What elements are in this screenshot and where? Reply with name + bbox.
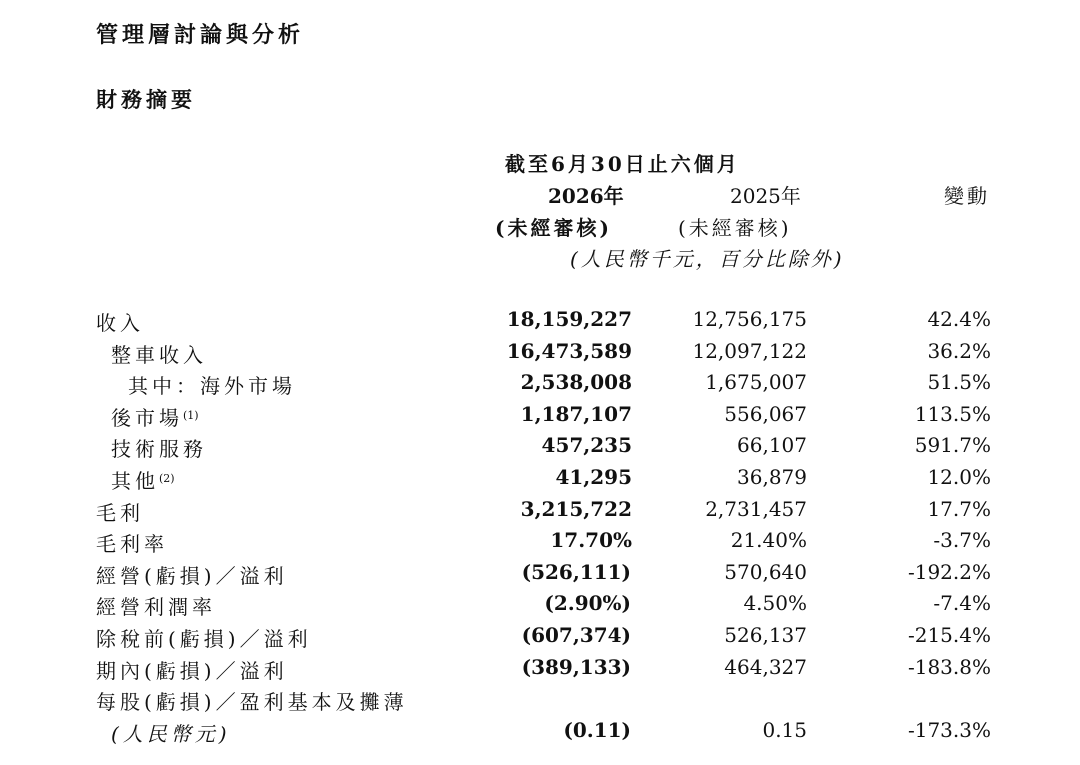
value-2025: 464,327 xyxy=(724,654,807,679)
value-2025: 526,137 xyxy=(724,622,807,647)
value-change: -192.2% xyxy=(907,559,991,584)
row-label: 毛利率 xyxy=(96,532,168,557)
value-2026: (389,133) xyxy=(521,654,631,679)
table-row-operating-margin xyxy=(0,589,1080,621)
table-row-pretax-profit xyxy=(0,621,1080,653)
period-header: 截至6月30日止六個月 xyxy=(505,152,740,176)
value-2025: 570,640 xyxy=(724,559,807,584)
column-header-change: 變動 xyxy=(944,184,990,208)
table-row-operating-profit xyxy=(0,558,1080,590)
column-header-2026: 2026年 xyxy=(548,184,624,208)
value-change: 42.4% xyxy=(927,307,991,331)
value-2026: (0.11) xyxy=(563,717,631,742)
value-2026: 18,159,227 xyxy=(506,307,632,331)
value-2026: 17.70% xyxy=(550,528,632,553)
table-row-eps-heading xyxy=(0,684,1080,716)
value-change: 51.5% xyxy=(927,370,991,395)
value-2025: 0.15 xyxy=(762,717,807,742)
value-change: 17.7% xyxy=(927,496,991,521)
value-2026: 3,215,722 xyxy=(520,496,632,521)
audit-note-2025: (未經審核) xyxy=(678,216,792,240)
value-2025: 556,067 xyxy=(724,401,807,426)
table-row-eps xyxy=(0,716,1080,748)
table-row-period-profit xyxy=(0,653,1080,685)
value-2026: 16,473,589 xyxy=(506,338,632,363)
value-2025: 4.50% xyxy=(743,591,807,616)
value-change: -3.7% xyxy=(933,528,991,553)
row-label: 毛利 xyxy=(96,500,144,525)
row-label: 經營利潤率 xyxy=(96,595,216,620)
value-2025: 2,731,457 xyxy=(705,496,807,521)
value-2026: (526,111) xyxy=(521,559,631,584)
value-2026: 41,295 xyxy=(555,464,632,489)
value-2025: 12,097,122 xyxy=(692,338,807,363)
value-2025: 66,107 xyxy=(737,433,807,458)
table-row-gross-profit xyxy=(0,495,1080,527)
value-change: -215.4% xyxy=(907,622,991,647)
value-2026: 1,187,107 xyxy=(520,401,632,426)
table-row-aftermarket xyxy=(0,400,1080,432)
value-2025: 1,675,007 xyxy=(705,370,807,395)
section-title: 財務摘要 xyxy=(96,87,196,112)
row-label: 收入 xyxy=(96,311,144,335)
row-label: 技術服務 xyxy=(111,437,207,462)
row-label: 除稅前(虧損)／溢利 xyxy=(96,626,312,651)
financial-summary-table xyxy=(0,305,1080,747)
value-change: 12.0% xyxy=(927,464,991,489)
value-change: -7.4% xyxy=(933,591,991,616)
row-label-text: 其他 xyxy=(111,468,159,493)
table-row-others xyxy=(0,463,1080,495)
footnote-marker: (1) xyxy=(183,408,199,422)
row-label: 期內(虧損)／溢利 xyxy=(96,658,288,683)
row-label: (人民幣元) xyxy=(111,721,231,746)
value-change: 36.2% xyxy=(927,338,991,363)
value-change: -183.8% xyxy=(907,654,991,679)
value-2026: (607,374) xyxy=(521,622,631,647)
table-row-gross-margin xyxy=(0,526,1080,558)
table-row-tech-services xyxy=(0,431,1080,463)
row-label: 其中：海外市場 xyxy=(128,374,296,399)
value-2026: 457,235 xyxy=(541,433,632,458)
value-change: 113.5% xyxy=(914,401,991,426)
page-title: 管理層討論與分析 xyxy=(96,22,305,48)
row-label: 經營(虧損)／溢利 xyxy=(96,563,288,588)
table-row-vehicle-revenue xyxy=(0,337,1080,369)
row-label xyxy=(111,465,175,494)
value-change: -173.3% xyxy=(907,717,991,742)
value-2025: 12,756,175 xyxy=(692,307,807,331)
value-2025: 21.40% xyxy=(730,528,807,553)
table-row-overseas xyxy=(0,368,1080,400)
footnote-marker: (2) xyxy=(159,471,175,485)
table-row-revenue xyxy=(0,305,1080,337)
audit-note-2026: (未經審核) xyxy=(495,216,612,240)
row-label: 整車收入 xyxy=(111,342,207,367)
value-change: 591.7% xyxy=(914,433,991,458)
value-2025: 36,879 xyxy=(737,464,807,489)
value-2026: (2.90%) xyxy=(544,591,631,616)
column-header-2025: 2025年 xyxy=(730,184,801,208)
unit-note: (人民幣千元，百分比除外) xyxy=(570,247,845,271)
row-label-text: 後市場 xyxy=(111,405,183,430)
value-2026: 2,538,008 xyxy=(520,370,632,395)
row-label xyxy=(111,402,199,431)
row-label: 每股(虧損)／盈利基本及攤薄 xyxy=(96,690,408,715)
